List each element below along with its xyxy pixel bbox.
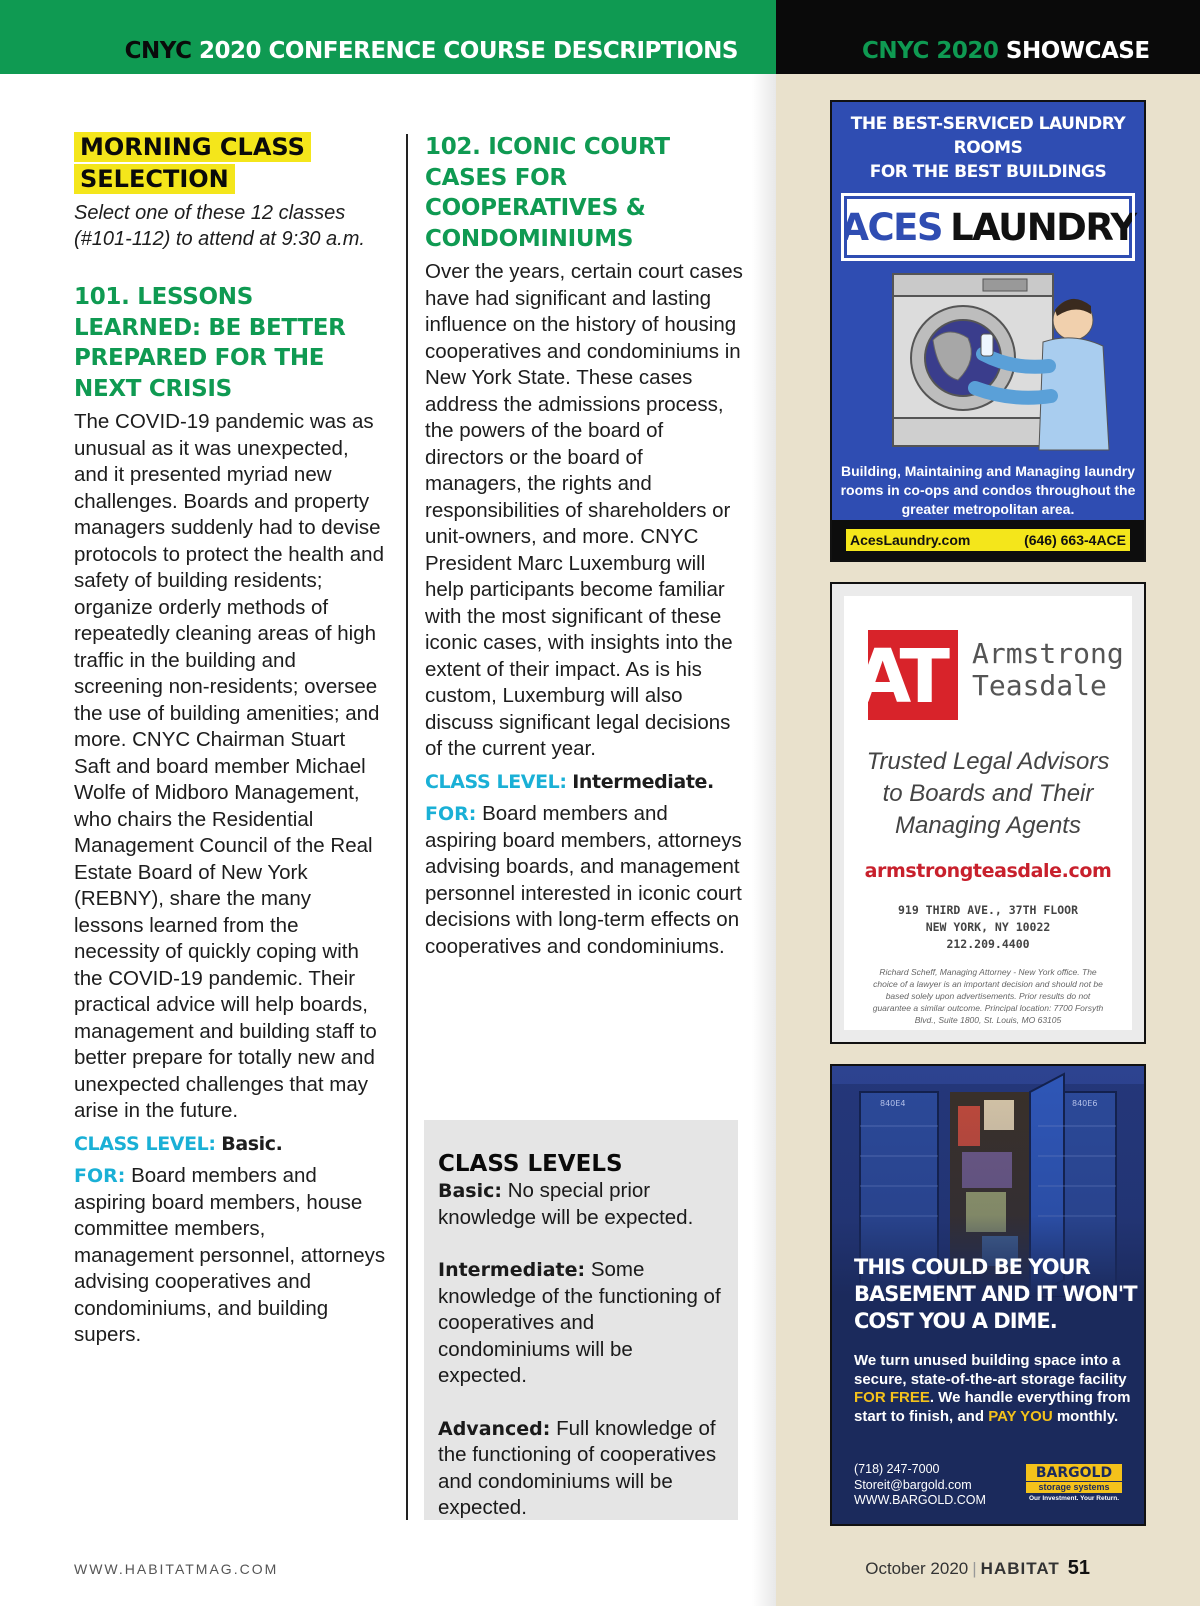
armstrong-name-line2: Teasdale — [972, 669, 1107, 702]
course-102-for-text: Board members and aspiring board members, attorneys advising boards, and management personnel interested in iconic court decisions with long-term effects on cooperatives and condominiums. — [425, 802, 742, 958]
armstrong-firm-name — [972, 638, 1124, 702]
footer-magazine: HABITAT — [980, 1559, 1060, 1578]
armstrong-logo-mark — [854, 630, 958, 720]
header-left-prefix: CNYC — [124, 38, 192, 64]
class-level-basic-text: No special prior knowledge will be expected. — [438, 1179, 694, 1229]
ad-aces-laundry[interactable] — [830, 100, 1146, 562]
course-101-body: The COVID-19 pandemic was as unusual as it was unexpected, and it presented myriad new challenges. Boards and property managers suddenly had to devise protocols to protect the health and safety of building residents; organize orderly methods of repeatedly cleaning areas of high traffic in the building and screening non-residents; oversee the use of building amenities; and more. CNYC Chairman Stuart Saft and board member Michael Wolfe of Midboro Management, who chairs the Residential Management Council of the Real Estate Board of New York (REBNY), share the many lessons learned from the necessity of quickly coping with the COVID-19 pandemic. Their practical advice will help boards, management and building staff to better prepare for totally new and unexpected challenges that may arise in the future. — [74, 410, 384, 1122]
bargold-body-free: FOR FREE — [854, 1389, 930, 1406]
course-102-level-value: Intermediate. — [572, 770, 714, 793]
aces-logo-part2: LAUNDRY — [950, 205, 1136, 249]
bargold-body-part1: We turn unused building space into a secure, state-of-the-art storage facility — [854, 1352, 1127, 1388]
aces-logo-part1: ACES — [840, 205, 943, 249]
course-102-body: Over the years, certain court cases have had significant and lasting influence on the history of housing cooperatives and condominiums in New York State. These cases address the admissions process, the powers of the board of directors or the board of managers, the rights and responsibilities of shareholders or unit-owners, and more. CNYC President Marc Luxemburg will help participants become familiar with the most significant of these iconic cases, with insights into the extent of their impact. As is his custom, Luxemburg will also discuss significant legal decisions of the current year. — [425, 260, 743, 760]
selection-subtitle: Select one of these 12 classes (#101-112) to attend at 9:30 a.m. — [74, 202, 365, 250]
course-102-for-label: FOR: — [425, 803, 477, 825]
column-divider — [406, 134, 408, 1520]
selection-heading-line1: MORNING CLASS — [74, 132, 311, 162]
aces-tagline-line1: THE BEST-SERVICED LAUNDRY ROOMS — [850, 114, 1126, 158]
aces-website-link[interactable]: AcesLaundry.com — [850, 532, 971, 548]
column-middle — [425, 132, 745, 960]
bargold-phone: (718) 247-7000 — [854, 1462, 940, 1476]
bargold-headline-line2: BASEMENT AND IT WON'T — [854, 1282, 1137, 1306]
armstrong-name-line1: Armstrong — [972, 637, 1124, 670]
armstrong-address-line1: 919 THIRD AVE., 37TH FLOOR — [897, 903, 1078, 917]
course-101-level-label: CLASS LEVEL: — [74, 1132, 216, 1155]
header-right-title — [862, 38, 1150, 64]
armstrong-phone: 212.209.4400 — [946, 937, 1030, 951]
course-101-level-value: Basic. — [221, 1132, 283, 1155]
armstrong-tagline-line3: Managing Agents — [895, 812, 1081, 839]
selection-heading-line2: SELECTION — [74, 164, 235, 194]
aces-contact-strip — [846, 529, 1130, 551]
armstrong-disclaimer: Richard Scheff, Managing Attorney - New York office. The choice of a lawyer is an important decision and should not be based solely upon advertisements. Prior results do not guarantee a similar outcome. Principal location: 7700 Forsyth Blvd., Suite 1800, St. Louis, MO 63105 — [872, 967, 1104, 1025]
class-level-intermediate-label: Intermediate: — [438, 1259, 586, 1281]
aces-tagline-line2: FOR THE BEST BUILDINGS — [869, 162, 1107, 182]
bargold-logo — [1026, 1464, 1122, 1505]
aces-logo — [840, 196, 1136, 258]
aces-tagline — [832, 112, 1144, 184]
armstrong-address-line2: NEW YORK, NY 10022 — [925, 920, 1051, 934]
column-left — [74, 132, 386, 1349]
bargold-headline-line1: THIS COULD BE YOUR — [854, 1255, 1090, 1279]
armstrong-website-link[interactable]: armstrongteasdale.com — [864, 860, 1112, 882]
footer-page-number: 51 — [1067, 1557, 1090, 1579]
page-gutter-shadow — [752, 74, 776, 1606]
header-course-descriptions — [0, 0, 776, 74]
course-101-level — [74, 1131, 386, 1158]
footer-date: October 2020 — [865, 1559, 969, 1578]
header-showcase — [776, 0, 1200, 74]
class-level-advanced-text: Full knowledge of the functioning of cooperatives and condominiums will be expected. — [438, 1416, 717, 1519]
aces-phone: (646) 663-4ACE — [1024, 532, 1126, 548]
armstrong-tagline — [844, 746, 1132, 842]
class-level-basic-label: Basic: — [438, 1180, 502, 1202]
bargold-body — [854, 1352, 1134, 1426]
class-level-intermediate — [438, 1257, 724, 1390]
bargold-headline-line3: COST YOU A DIME. — [854, 1309, 1057, 1333]
bargold-slogan: Our Investment. Your Return. — [1028, 1495, 1120, 1502]
footer-folio — [865, 1557, 1090, 1580]
header-left-title — [125, 38, 738, 64]
course-102-level — [425, 769, 745, 796]
bargold-contact — [854, 1462, 986, 1509]
armstrong-tagline-line1: Trusted Legal Advisors — [866, 748, 1110, 775]
course-102-title: 102. ICONIC COURT CASES FOR COOPERATIVES & CONDOMINIUMS — [425, 134, 670, 252]
bargold-body-part2: . We handle everything from start to finish, and — [854, 1389, 1131, 1425]
header-right-text: SHOWCASE — [1005, 38, 1150, 64]
laundry-machine-illustration — [863, 270, 1113, 450]
bargold-logo-text: BARGOLD — [1026, 1464, 1122, 1481]
footer-separator: | — [972, 1559, 977, 1578]
class-level-intermediate-text: Some knowledge of the functioning of cooperatives and condominiums will be expected. — [438, 1258, 721, 1387]
course-101-for-label: FOR: — [74, 1165, 126, 1187]
course-101-audience — [74, 1163, 386, 1349]
ad-armstrong-teasdale[interactable] — [830, 582, 1146, 1044]
class-levels-title: CLASS LEVELS — [438, 1151, 623, 1177]
bargold-email-link[interactable]: Storeit@bargold.com — [854, 1477, 972, 1492]
selection-heading — [74, 132, 386, 196]
class-levels-box — [424, 1120, 738, 1520]
course-101-for-text: Board members and aspiring board members, house committee members, management personnel, attorneys advising cooperatives and condominiums, and building supers. — [74, 1164, 386, 1346]
course-101-title: 101. LESSONS LEARNED: BE BETTER PREPARED FOR THE NEXT CRISIS — [74, 284, 346, 402]
aces-contact-bar — [832, 520, 1144, 560]
armstrong-tagline-line2: to Boards and Their — [882, 780, 1094, 807]
course-102-audience — [425, 801, 745, 960]
class-level-advanced — [438, 1416, 724, 1522]
header-right-prefix: CNYC 2020 — [862, 38, 999, 64]
course-102-level-label: CLASS LEVEL: — [425, 770, 567, 793]
aces-description: Building, Maintaining and Managing laundry rooms in co-ops and condos throughout the greater metropolitan area. — [840, 463, 1136, 517]
bargold-body-pay: PAY YOU — [988, 1407, 1053, 1425]
armstrong-panel — [844, 596, 1132, 1030]
class-level-basic — [438, 1178, 724, 1231]
armstrong-address — [844, 902, 1132, 953]
class-level-advanced-label: Advanced: — [438, 1417, 551, 1440]
bargold-website-link[interactable]: WWW.BARGOLD.COM — [854, 1493, 986, 1507]
bargold-body-part3: monthly. — [1052, 1407, 1119, 1425]
bargold-logo-sub: storage systems — [1026, 1481, 1122, 1493]
header-left-text: 2020 CONFERENCE COURSE DESCRIPTIONS — [199, 38, 738, 64]
bargold-headline — [854, 1254, 1137, 1335]
ad-bargold[interactable] — [830, 1064, 1146, 1526]
armstrong-logo-letters: AT — [854, 634, 945, 720]
footer-site-url[interactable]: WWW.HABITATMAG.COM — [74, 1561, 279, 1577]
